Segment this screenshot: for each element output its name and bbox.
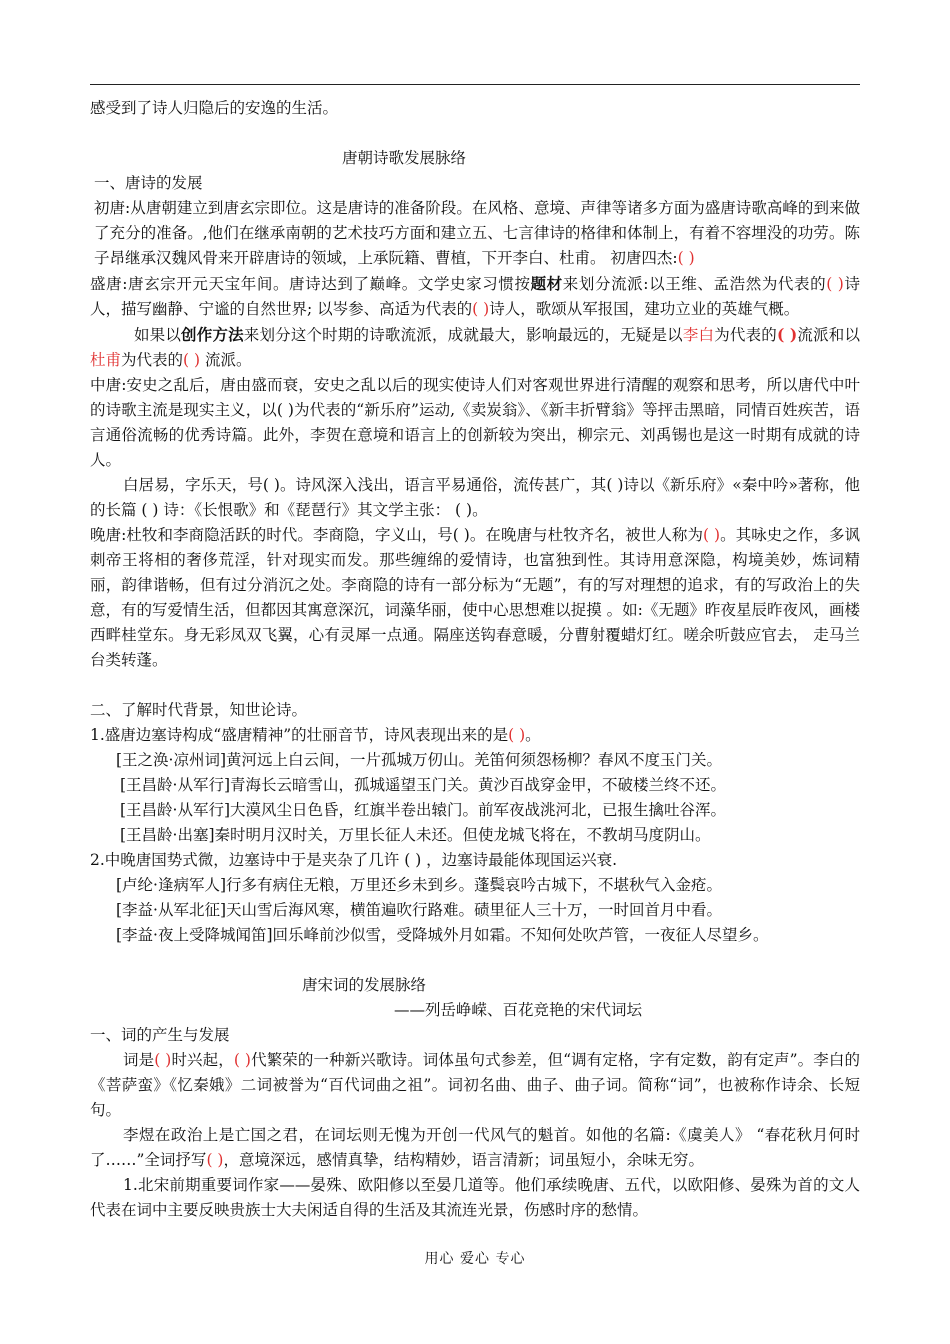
high-blank-1: ( ) bbox=[826, 275, 844, 293]
ci-paragraph-1: 词是( )时兴起，( )代繁荣的一种新兴歌诗。词体虽句式参差，但“调有定格，字有定数，韵有定声”。李白的《菩萨蛮》《忆秦娥》二词被誉为“百代词曲之祖”。词初名曲、曲子、曲子词。简称“词”，也被称作诗余、长短句。 bbox=[90, 1051, 860, 1119]
poem-line: [李益·从军北征]天山雪后海风寒，横笛遍吹行路难。碛里征人三十万，一时回首月中看。 bbox=[116, 901, 723, 919]
ci-paragraph-2: 李煜在政治上是亡国之君，在词坛则无愧为开创一代风气的魁首。如他的名篇:《虞美人》 “春花秋月何时了……”全词抒写( )，意境深远，感情真挚，结构精妙，语言清新；词虽短小，余味无穷。 bbox=[90, 1126, 860, 1169]
section2-heading: 二、了解时代背景，知世论诗。 bbox=[90, 701, 308, 719]
tang-section1-heading: 一、唐诗的发展 bbox=[94, 174, 203, 192]
high-tang-paragraph: 盛唐:唐玄宗开元天宝年间。唐诗达到了巅峰。文学史家习惯按题材来划分流派:以王维、孟浩然为代表的( )诗人，描写幽静、宁谧的自然世界; 以岑参、高适为代表的( )诗人，歌颂从军报国，建功立业的英雄气概。 bbox=[90, 274, 860, 318]
q1-blank: ( ) bbox=[508, 726, 526, 744]
ci-blank-1: ( ) bbox=[154, 1051, 172, 1069]
poem-line: [王昌龄·从军行]大漠风尘日色昏，红旗半卷出辕门。前军夜战洮河北，已报生擒吐谷浑。 bbox=[120, 801, 727, 819]
ci-subtitle: ——列岳峥嵘、百花竞艳的宋代词坛 bbox=[394, 1001, 643, 1019]
poem-line: [卢纶·逢病军人]行多有病住无粮，万里还乡未到乡。蓬鬓哀吟古城下，不堪秋气入金疮。 bbox=[116, 876, 723, 894]
ci-blank-2: ( ) bbox=[233, 1051, 251, 1069]
high-blank-2: ( ) bbox=[472, 300, 490, 318]
tang-title: 唐朝诗歌发展脉络 bbox=[342, 149, 467, 167]
mid-tang-paragraph: 中唐:安史之乱后，唐由盛而衰，安史之乱以后的现实使诗人们对客观世界进行清醒的观察和思考，所以唐代中叶的诗歌主流是现实主义，以( )为代表的“新乐府”运动,《卖炭翁》、《新丰折臂翁》等抨击黑暗，同情百姓疾苦，语言通俗流畅的优秀诗篇。此外，李贺在意境和语言上的创新较为突出，柳宗元、刘禹锡也是这一时期有成就的诗人。 bbox=[90, 376, 860, 469]
page-footer: 用心 爱心 专心 bbox=[424, 1251, 526, 1267]
bai-juyi-paragraph: 白居易，字乐天，号( )。诗风深入浅出，语言平易通俗，流传甚广，其( )诗以《新乐府》«秦中吟»著称，他的长篇 ( ) 诗：《长恨歌》和《琵琶行》其文学主张： ( )。 bbox=[90, 476, 860, 519]
early-tang-paragraph: 初唐:从唐朝建立到唐玄宗即位。这是唐诗的准备阶段。在风格、意境、声律等诸多方面为盛唐诗歌高峰的到来做了充分的准备。,他们在继承南朝的艺术技巧方面和建立五、七言律诗的格律和体制上，有着不容埋没的功劳。陈子昂继承汉魏风骨来开辟唐诗的领域，上承阮籍、曹植，下开李白、杜甫。 初唐四杰:( ) bbox=[94, 199, 860, 267]
method-blank-2: ( ) bbox=[183, 351, 201, 369]
creation-method-paragraph: 如果以创作方法来划分这个时期的诗歌流派，成就最大，影响最远的，无疑是以李白为代表的( )流派和以杜甫为代表的( ) 流派。 bbox=[90, 325, 860, 369]
top-text: 感受到了诗人归隐后的安逸的生活。 bbox=[90, 99, 339, 117]
question-2: 2.中晚唐国势式微，边塞诗中于是夹杂了几许 ( ) ，边塞诗最能体现国运兴衰. bbox=[90, 851, 618, 869]
poem-line: [王之涣·凉州词]黄河远上白云间，一片孤城万仞山。羌笛何须怨杨柳？春风不度玉门关。 bbox=[116, 751, 723, 769]
ci-paragraph-3: 1.北宋前期重要词作家——晏殊、欧阳修以至晏几道等。他们承续晚唐、五代，以欧阳修、晏殊为首的文人代表在词中主要反映贵族士大夫闲适自得的生活及其流连光景，伤感时序的愁情。 bbox=[90, 1176, 860, 1219]
method-blank-1: ( ) bbox=[776, 325, 798, 344]
ci-blank-3: ( ) bbox=[206, 1151, 224, 1169]
ci-title: 唐宋词的发展脉络 bbox=[302, 976, 427, 994]
question-1: 1.盛唐边塞诗构成“盛唐精神”的壮丽音节，诗风表现出来的是( )。 bbox=[90, 726, 541, 744]
header-rule bbox=[90, 84, 860, 85]
ci-section1-heading: 一、词的产生与发展 bbox=[90, 1026, 230, 1044]
late-tang-paragraph: 晚唐:杜牧和李商隐活跃的时代。李商隐，字义山，号( )。在晚唐与杜牧齐名，被世人称为( )。其咏史之作，多讽刺帝王将相的奢侈荒淫，针对现实而发。那些缠绵的爱情诗，也富独到性。其诗用意深隐，构境美妙，炼词精丽，韵律谐畅，但有过分消沉之处。李商隐的诗有一部分标为“无题”，有的写对理想的追求，有的写政治上的失意，有的写爱情生活，但都因其寓意深沉，词藻华丽，使中心思想难以捉摸 。如:《无题》昨夜星辰昨夜风，画楼西畔桂堂东。身无彩凤双飞翼，心有灵犀一点通。隔座送钩春意暖，分曹射覆蜡灯红。嗟余听鼓应官去， 走马兰台类转蓬。 bbox=[90, 526, 860, 669]
document-body bbox=[90, 96, 860, 1223]
late-blank: ( ) bbox=[703, 526, 721, 544]
poem-line: [王昌龄·出塞]秦时明月汉时关，万里长征人未还。但使龙城飞将在，不教胡马度阴山。 bbox=[120, 826, 711, 844]
poem-line: [李益·夜上受降城闻笛]回乐峰前沙似雪，受降城外月如霜。不知何处吹芦管，一夜征人尽望乡。 bbox=[116, 926, 769, 944]
poem-line: [王昌龄·从军行]青海长云暗雪山，孤城遥望玉门关。黄沙百战穿金甲，不破楼兰终不还。 bbox=[120, 776, 727, 794]
early-blank: ( ) bbox=[677, 249, 695, 267]
